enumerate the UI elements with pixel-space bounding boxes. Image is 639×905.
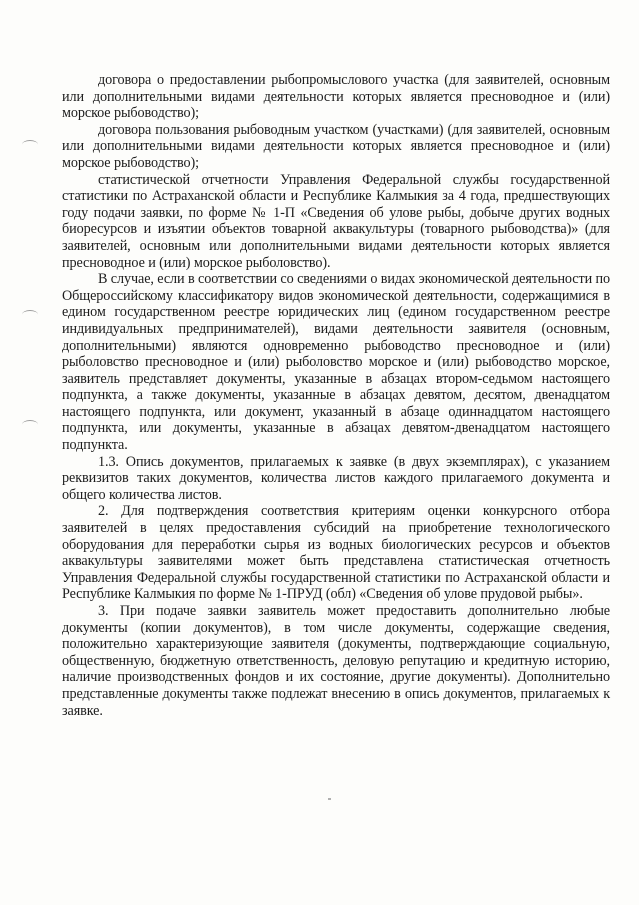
paragraph: В случае, если в соответствии со сведениями о видах экономической деятельности по Общероссийскому классификатору видов экономической деятельности, содержащимися в едином государственном реестре юридических лиц (едином государственном реестре индивидуальных предпринимателей), видами деятельности заявителя (основным, дополнительными) являются одновременно рыбоводство пресноводное и (или) рыболовство пресноводное и (или) рыболовство морское и (или) рыбоводство морское, заявитель представляет документы, указанные в абзацах втором-седьмом настоящего подпункта, а также документы, указанные в абзацах девятом, десятом, двенадцатом настоящего подпункта, или документ, указанный в абзаце одиннадцатом настоящего подпункта, или документы, указанные в абзацах девятом-двенадцатом настоящего подпункта. <box>62 271 611 454</box>
scan-artifact <box>328 798 331 800</box>
paragraph: договора о предоставлении рыбопромыслового участка (для заявителей, основным или дополнительными видами деятельности которых является пресноводное и (или) морское рыбоводство); <box>62 72 610 122</box>
scan-artifact <box>22 140 38 149</box>
paragraph: договора пользования рыбоводным участком (участками) (для заявителей, основным или дополнительными видами деятельности которых является пресноводное и (или) морское рыбоводство); <box>62 121 610 171</box>
paragraph: 3. При подаче заявки заявитель может предоставить дополнительно любые документы (копии документов), в том числе документы, содержащие сведения, положительно характеризующие заявителя (документы, подтверждающие социальную, общественную, бюджетную ответственность, деловую репутацию и кредитную историю, наличие производственных фондов и их состояние, другие документы). Дополнительно представленные документы также подлежат внесению в опись документов, прилагаемых к заявке. <box>62 603 610 719</box>
paragraph: статистической отчетности Управления Федеральной службы государственной статистики по Астраханской области и Республике Калмыкия за 4 года, предшествующих году подачи заявки, по форме № 1-П «Сведения об улове рыбы, добыче других водных биоресурсов и изъятии объектов товарной аквакультуры (товарного рыбоводства)» (для заявителей, основным или дополнительными видами деятельности которых является пресноводное и (или) морское рыболовство). <box>62 171 610 271</box>
scan-artifact <box>22 310 38 319</box>
scan-artifact <box>22 420 38 429</box>
document-body <box>62 72 610 719</box>
paragraph: 1.3. Опись документов, прилагаемых к заявке (в двух экземплярах), с указанием реквизитов таких документов, количества листов каждого прилагаемого документа и общего количества листов. <box>62 453 610 503</box>
paragraph: 2. Для подтверждения соответствия критериям оценки конкурсного отбора заявителей в целях предоставления субсидий на приобретение технологического оборудования для переработки сырья из водных биологических ресурсов и объектов аквакультуры заявителями может быть представлена статистическая отчетность Управления Федеральной службы государственной статистики по Астраханской области и Республике Калмыкия по форме № 1-ПРУД (обл) «Сведения об улове прудовой рыбы». <box>62 503 610 603</box>
